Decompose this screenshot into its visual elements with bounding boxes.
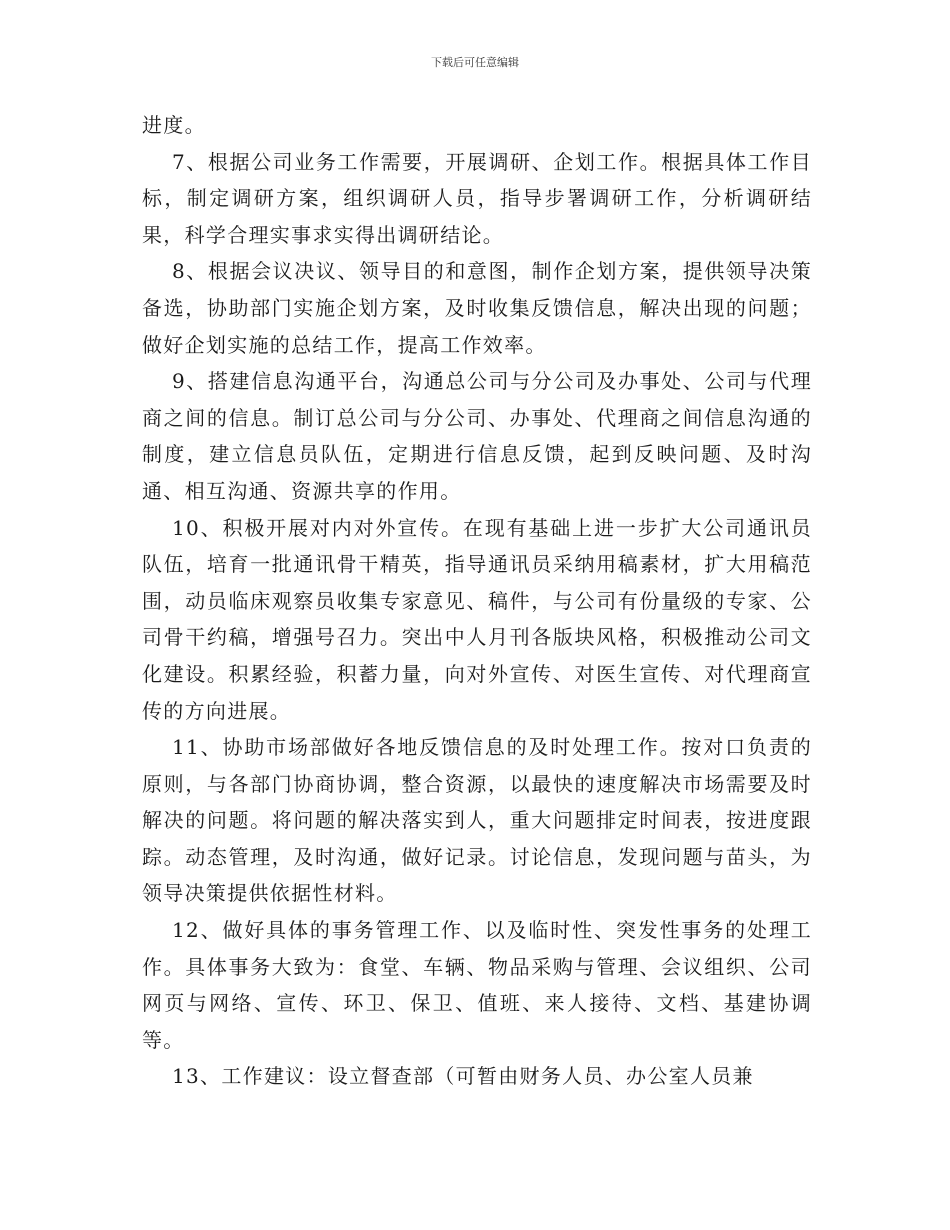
paragraph-item-12: 12、做好具体的事务管理工作、以及临时性、突发性事务的处理工作。具体事务大致为：食堂、车辆、物品采购与管理、会议组织、公司网页与网络、宣传、环卫、保卫、值班、来人接待、文档、基建协调等。 (142, 918, 812, 1052)
paragraph-item-13: 13、工作建议：设立督查部（可暂由财务人员、办公室人员兼 (172, 1064, 754, 1089)
paragraph-item-10: 10、积极开展对内对外宣传。在现有基础上进一步扩大公司通讯员队伍，培育一批通讯骨干精英，指导通讯员采纳用稿素材，扩大用稿范围，动员临床观察员收集专家意见、稿件，与公司有份量级的专家、公司骨干约稿，增强号召力。突出中人月刊各版块风格，积极推动公司文化建设。积累经验，积蓄力量，向对外宣传、对医生宣传、对代理商宣传的方向进展。 (142, 515, 812, 723)
paragraph-item-8: 8、根据会议决议、领导目的和意图，制作企划方案，提供领导决策备选，协助部门实施企划方案，及时收集反馈信息，解决出现的问题；做好企划实施的总结工作，提高工作效率。 (142, 259, 812, 357)
paragraph-item-11: 11、协助市场部做好各地反馈信息的及时处理工作。按对口负责的原则，与各部门协商协调，整合资源，以最快的速度解决市场需要及时解决的问题。将问题的解决落实到人，重大问题排定时间表，按进度跟踪。动态管理，及时沟通，做好记录。讨论信息，发现问题与苗头，为领导决策提供依据性材料。 (142, 735, 812, 906)
paragraph-item-7: 7、根据公司业务工作需要，开展调研、企划工作。根据具体工作目标，制定调研方案，组织调研人员，指导步署调研工作，分析调研结果，科学合理实事求实得出调研结论。 (142, 149, 812, 247)
page-header-note: 下载后可任意编辑 (431, 56, 519, 69)
document-body (142, 107, 812, 1095)
paragraph-item-9: 9、搭建信息沟通平台，沟通总公司与分公司及办事处、公司与代理商之间的信息。制订总公司与分公司、办事处、代理商之间信息沟通的制度，建立信息员队伍，定期进行信息反馈，起到反映问题、及时沟通、相互沟通、资源共享的作用。 (142, 369, 812, 503)
paragraph-continuation: 进度。 (142, 113, 206, 137)
